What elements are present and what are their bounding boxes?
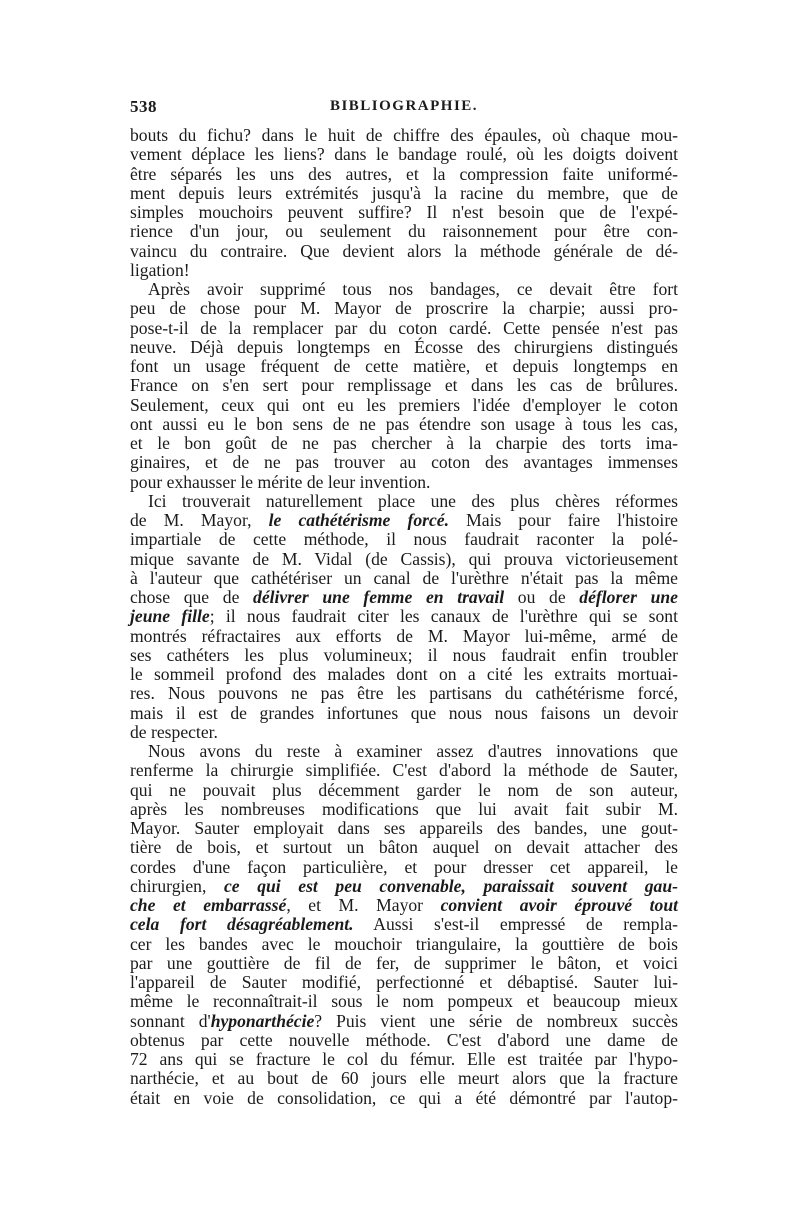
text-line bbox=[130, 550, 678, 569]
text-line bbox=[130, 126, 678, 145]
text-line bbox=[130, 299, 678, 318]
text-run: même le reconnaîtrait-il sous le nom pompeux et beaucoup mieux bbox=[130, 991, 678, 1012]
text-run: mique savante de M. Vidal (de Cassis), qui prouva victorieusement bbox=[130, 548, 678, 569]
text-run: de respecter. bbox=[130, 721, 218, 742]
text-line bbox=[130, 473, 678, 492]
text-run: Après avoir supprimé tous nos bandages, ce devait être fort bbox=[148, 279, 678, 299]
emphasis-text: jeune fille bbox=[130, 606, 210, 627]
emphasis-text: ce qui est peu convenable, paraissait souvent gau- bbox=[223, 875, 678, 896]
running-title: BIBLIOGRAPHIE. bbox=[329, 98, 479, 114]
body-text bbox=[130, 126, 678, 1108]
text-run: ginaires, et de ne pas trouver au coton des avantages immenses bbox=[130, 452, 678, 473]
text-run: Seulement, ceux qui ont eu les premiers l'idée d'employer le coton bbox=[130, 394, 678, 415]
text-line bbox=[130, 935, 678, 954]
text-line bbox=[130, 492, 678, 511]
text-run: chose que de bbox=[130, 587, 254, 607]
text-line bbox=[130, 434, 678, 453]
text-line bbox=[130, 992, 678, 1011]
text-line bbox=[130, 203, 678, 222]
text-line bbox=[130, 646, 678, 665]
text-line bbox=[130, 588, 678, 607]
text-line bbox=[130, 261, 678, 280]
text-run: vaincu du contraire. Que devient alors la méthode générale de dé- bbox=[130, 240, 678, 261]
text-run: France on s'en sert pour remplissage et dans les cas de brûlures. bbox=[130, 375, 678, 396]
text-run: Aussi s'est-il empressé de rempla- bbox=[353, 914, 678, 935]
text-line bbox=[130, 742, 678, 761]
text-run: Nous avons du reste à examiner assez d'autres innovations que bbox=[148, 741, 678, 761]
text-line bbox=[130, 184, 678, 203]
text-run: à l'auteur que cathétériser un canal de l'urèthre n'était pas la même bbox=[130, 567, 678, 588]
emphasis-text: déflorer une bbox=[579, 587, 678, 607]
emphasis-text: convient avoir éprouvé tout bbox=[440, 895, 679, 915]
text-line bbox=[130, 896, 678, 915]
text-run: vement déplace les liens? dans le bandage roulé, où les doigts doivent bbox=[130, 144, 678, 165]
text-run: pose-t-il de la remplacer par du coton cardé. Cette pensée n'est pas bbox=[130, 317, 678, 338]
text-line bbox=[130, 838, 678, 857]
page-header bbox=[130, 97, 678, 123]
text-run: Mais pour faire l'histoire bbox=[448, 510, 678, 530]
text-run: , et M. Mayor bbox=[286, 895, 441, 915]
text-run: après les nombreuses modifications que lui avait fait subir M. bbox=[130, 798, 678, 819]
text-line bbox=[130, 704, 678, 723]
text-run: ont aussi eu le bon sens de ne pas étendre son usage à tous les cas, bbox=[130, 413, 678, 434]
text-run: sonnant d' bbox=[130, 1010, 211, 1031]
text-line bbox=[130, 280, 678, 299]
text-run: ou de bbox=[504, 587, 580, 607]
text-line bbox=[130, 569, 678, 588]
text-run: ligation! bbox=[130, 259, 190, 280]
text-line bbox=[130, 684, 678, 703]
text-line bbox=[130, 627, 678, 646]
text-line bbox=[130, 665, 678, 684]
text-line bbox=[130, 511, 678, 530]
text-run: impartiale de cette méthode, il nous faudrait raconter la polé- bbox=[130, 529, 678, 550]
text-run: obtenus par cette nouvelle méthode. C'est d'abord une dame de bbox=[130, 1029, 678, 1050]
text-line bbox=[130, 222, 678, 241]
emphasis-text: cela fort désagréablement. bbox=[130, 914, 354, 935]
text-line bbox=[130, 530, 678, 549]
text-run: ? Puis vient une série de nombreux succès bbox=[314, 1010, 678, 1031]
text-run: cordes d'une façon particulière, et pour dresser cet appareil, le bbox=[130, 856, 678, 877]
text-run: ment depuis leurs extrémités jusqu'à la racine du membre, que de bbox=[130, 182, 678, 203]
emphasis-text: le cathétérisme forcé. bbox=[268, 510, 449, 530]
text-run: ; il nous faudrait citer les canaux de l'urèthre qui se sont bbox=[209, 606, 678, 627]
text-line bbox=[130, 973, 678, 992]
text-line bbox=[130, 319, 678, 338]
text-run: rience d'un jour, ou seulement du raisonnement pour être con- bbox=[130, 221, 678, 242]
text-run: tière de bois, et surtout un bâton auquel on devait attacher des bbox=[130, 837, 678, 858]
text-line bbox=[130, 1012, 678, 1031]
text-run: narthécie, et au bout de 60 jours elle meurt alors que la fracture bbox=[130, 1068, 678, 1089]
text-line bbox=[130, 1089, 678, 1108]
text-run: neuve. Déjà depuis longtemps en Écosse des chirurgiens distingués bbox=[130, 336, 678, 357]
text-line bbox=[130, 1031, 678, 1050]
page-number: 538 bbox=[130, 97, 157, 116]
text-run: 72 ans qui se fracture le col du fémur. Elle est traitée par l'hypo- bbox=[130, 1049, 678, 1069]
text-line bbox=[130, 800, 678, 819]
emphasis-text: che et embarrassé bbox=[130, 895, 287, 915]
text-line bbox=[130, 415, 678, 434]
text-run: était en voie de consolidation, ce qui a été démontré par l'autop- bbox=[130, 1087, 678, 1108]
text-line bbox=[130, 396, 678, 415]
emphasis-text: délivrer une femme en travail bbox=[253, 587, 505, 607]
text-line bbox=[130, 915, 678, 934]
text-run: qui ne pouvait plus décemment garder le nom de son auteur, bbox=[130, 779, 678, 800]
text-line bbox=[130, 145, 678, 164]
text-line bbox=[130, 165, 678, 184]
text-line bbox=[130, 723, 678, 742]
text-run: pour exhausser le mérite de leur invention. bbox=[130, 471, 431, 492]
text-line bbox=[130, 781, 678, 800]
emphasis-text: hyponarthécie bbox=[210, 1010, 315, 1031]
text-line bbox=[130, 242, 678, 261]
text-run: être séparés les uns des autres, et la compression faite uniformé- bbox=[130, 163, 678, 184]
text-run: renferme la chirurgie simplifiée. C'est d'abord la méthode de Sauter, bbox=[130, 760, 678, 781]
text-run: peu de chose pour M. Mayor de proscrire la charpie; aussi pro- bbox=[130, 298, 678, 319]
text-line bbox=[130, 1050, 678, 1069]
text-run: et le bon goût de ne pas chercher à la charpie des torts ima- bbox=[130, 433, 678, 453]
text-line bbox=[130, 357, 678, 376]
text-run: cer les bandes avec le mouchoir triangulaire, la gouttière de bois bbox=[130, 933, 678, 954]
text-run: l'appareil de Sauter modifié, perfectionné et débaptisé. Sauter lui- bbox=[130, 972, 678, 992]
text-run: de M. Mayor, bbox=[130, 510, 269, 530]
text-run: montrés réfractaires aux efforts de M. Mayor lui-même, armé de bbox=[130, 625, 678, 646]
text-run: ses cathéters les plus volumineux; il nous faudrait enfin troubler bbox=[130, 644, 678, 665]
text-line bbox=[130, 954, 678, 973]
text-run: simples mouchoirs peuvent suffire? Il n'est besoin que de l'expé- bbox=[130, 202, 678, 222]
text-run: chirurgien, bbox=[130, 875, 224, 896]
text-line bbox=[130, 607, 678, 626]
text-line bbox=[130, 453, 678, 472]
text-line bbox=[130, 819, 678, 838]
text-run: font un usage fréquent de cette matière, et depuis longtemps en bbox=[130, 356, 678, 376]
text-run: par une gouttière de fil de fer, de supprimer le bâton, et voici bbox=[130, 952, 678, 973]
text-run: le sommeil profond des malades dont on a cité les extraits mortuai- bbox=[130, 664, 678, 684]
text-run: res. Nous pouvons ne pas être les partisans du cathétérisme forcé, bbox=[130, 683, 678, 704]
text-run: mais il est de grandes infortunes que nous nous faisons un devoir bbox=[130, 702, 678, 723]
text-run: Ici trouverait naturellement place une des plus chères réformes bbox=[148, 490, 678, 511]
text-line bbox=[130, 1069, 678, 1088]
text-line bbox=[130, 877, 678, 896]
text-run: Mayor. Sauter employait dans ses appareils des bandes, une gout- bbox=[130, 818, 678, 838]
text-line bbox=[130, 761, 678, 780]
text-run: bouts du fichu? dans le huit de chiffre des épaules, où chaque mou- bbox=[130, 125, 678, 145]
text-line bbox=[130, 376, 678, 395]
text-line bbox=[130, 858, 678, 877]
text-line bbox=[130, 338, 678, 357]
